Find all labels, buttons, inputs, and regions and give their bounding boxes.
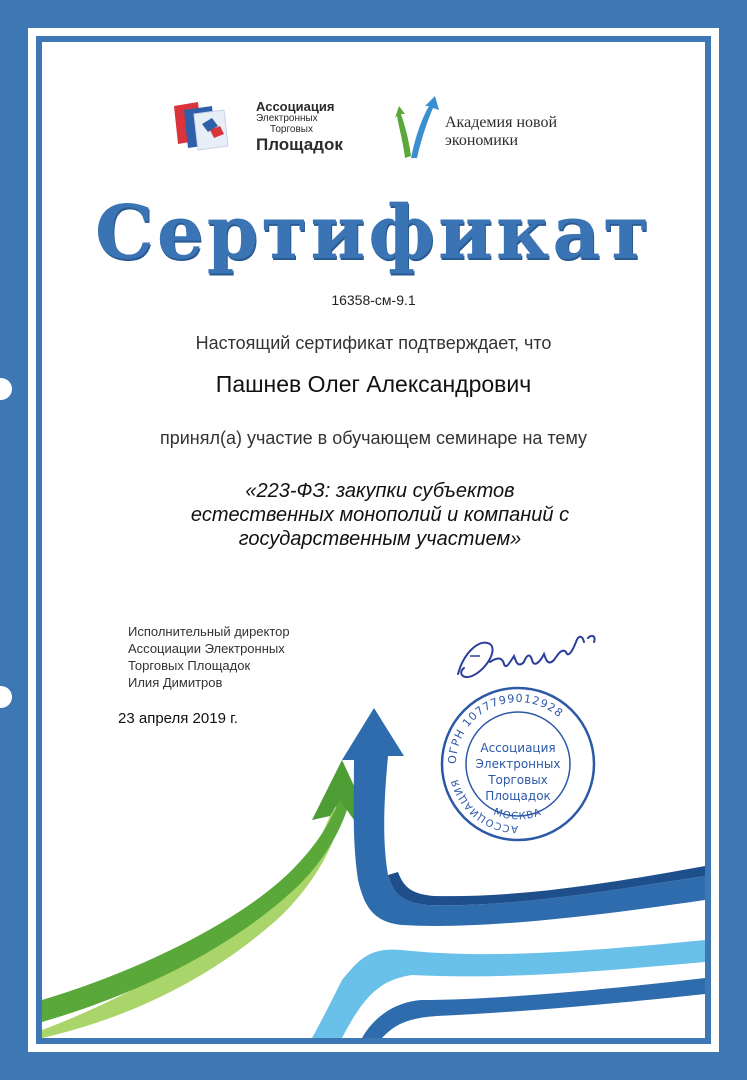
decorative-arrows-graphic [42,700,705,1038]
signer-block [128,623,290,691]
stamp-ring-bottom-text: МОСКВА [492,806,544,823]
certificate-title: Сертификат [94,190,653,276]
aetp-logo-line3: Торговых [270,124,313,135]
ane-logo [395,94,595,160]
signer-name: Илия Димитров [128,675,223,690]
stamp-ring-top-text: ОГРН 1077799012928 [445,691,566,765]
stamp-center-line2: Электронных [475,757,561,771]
signer-org-line1: Ассоциации Электронных [128,641,285,656]
stamp-center-line1: Ассоциация [480,741,556,755]
seminar-topic-line2: естественных монополий и компаний с [190,504,570,526]
aetp-logo-line1: Ассоциация [256,99,335,114]
aetp-logo [172,100,362,152]
aetp-emblem-icon [172,100,254,152]
issue-date: 23 апреля 2019 г. [118,710,238,727]
ane-logo-line2: экономики [445,132,519,149]
aetp-logo-line4: Площадок [256,135,343,154]
seminar-topic-line3: государственным участием» [238,528,522,550]
participation-text: принял(а) участие в обучающем семинаре на тему [159,428,588,448]
signer-position: Исполнительный директор [128,624,290,639]
recipient-name: Пашнев Олег Александрович [215,371,532,397]
signer-org-line2: Торговых Площадок [128,658,251,673]
stamp-center-line4: Площадок [485,789,551,803]
seminar-topic [150,479,610,551]
ane-logo-line1: Академия новой [445,114,558,131]
ane-arrows-icon [395,94,441,160]
certificate-number: 16358-см-9.1 [331,292,416,308]
handwritten-signature [450,622,610,692]
stamp-center-line3: Торговых [488,773,548,787]
confirms-text: Настоящий сертификат подтверждает, что [195,333,552,353]
stamp-ring-left-text: АССОЦИАЦИЯ [449,777,519,835]
aetp-logo-line2: Электронных [256,113,318,124]
seminar-topic-line1: «223-ФЗ: закупки субъектов [245,480,515,502]
organization-stamp [438,684,598,844]
